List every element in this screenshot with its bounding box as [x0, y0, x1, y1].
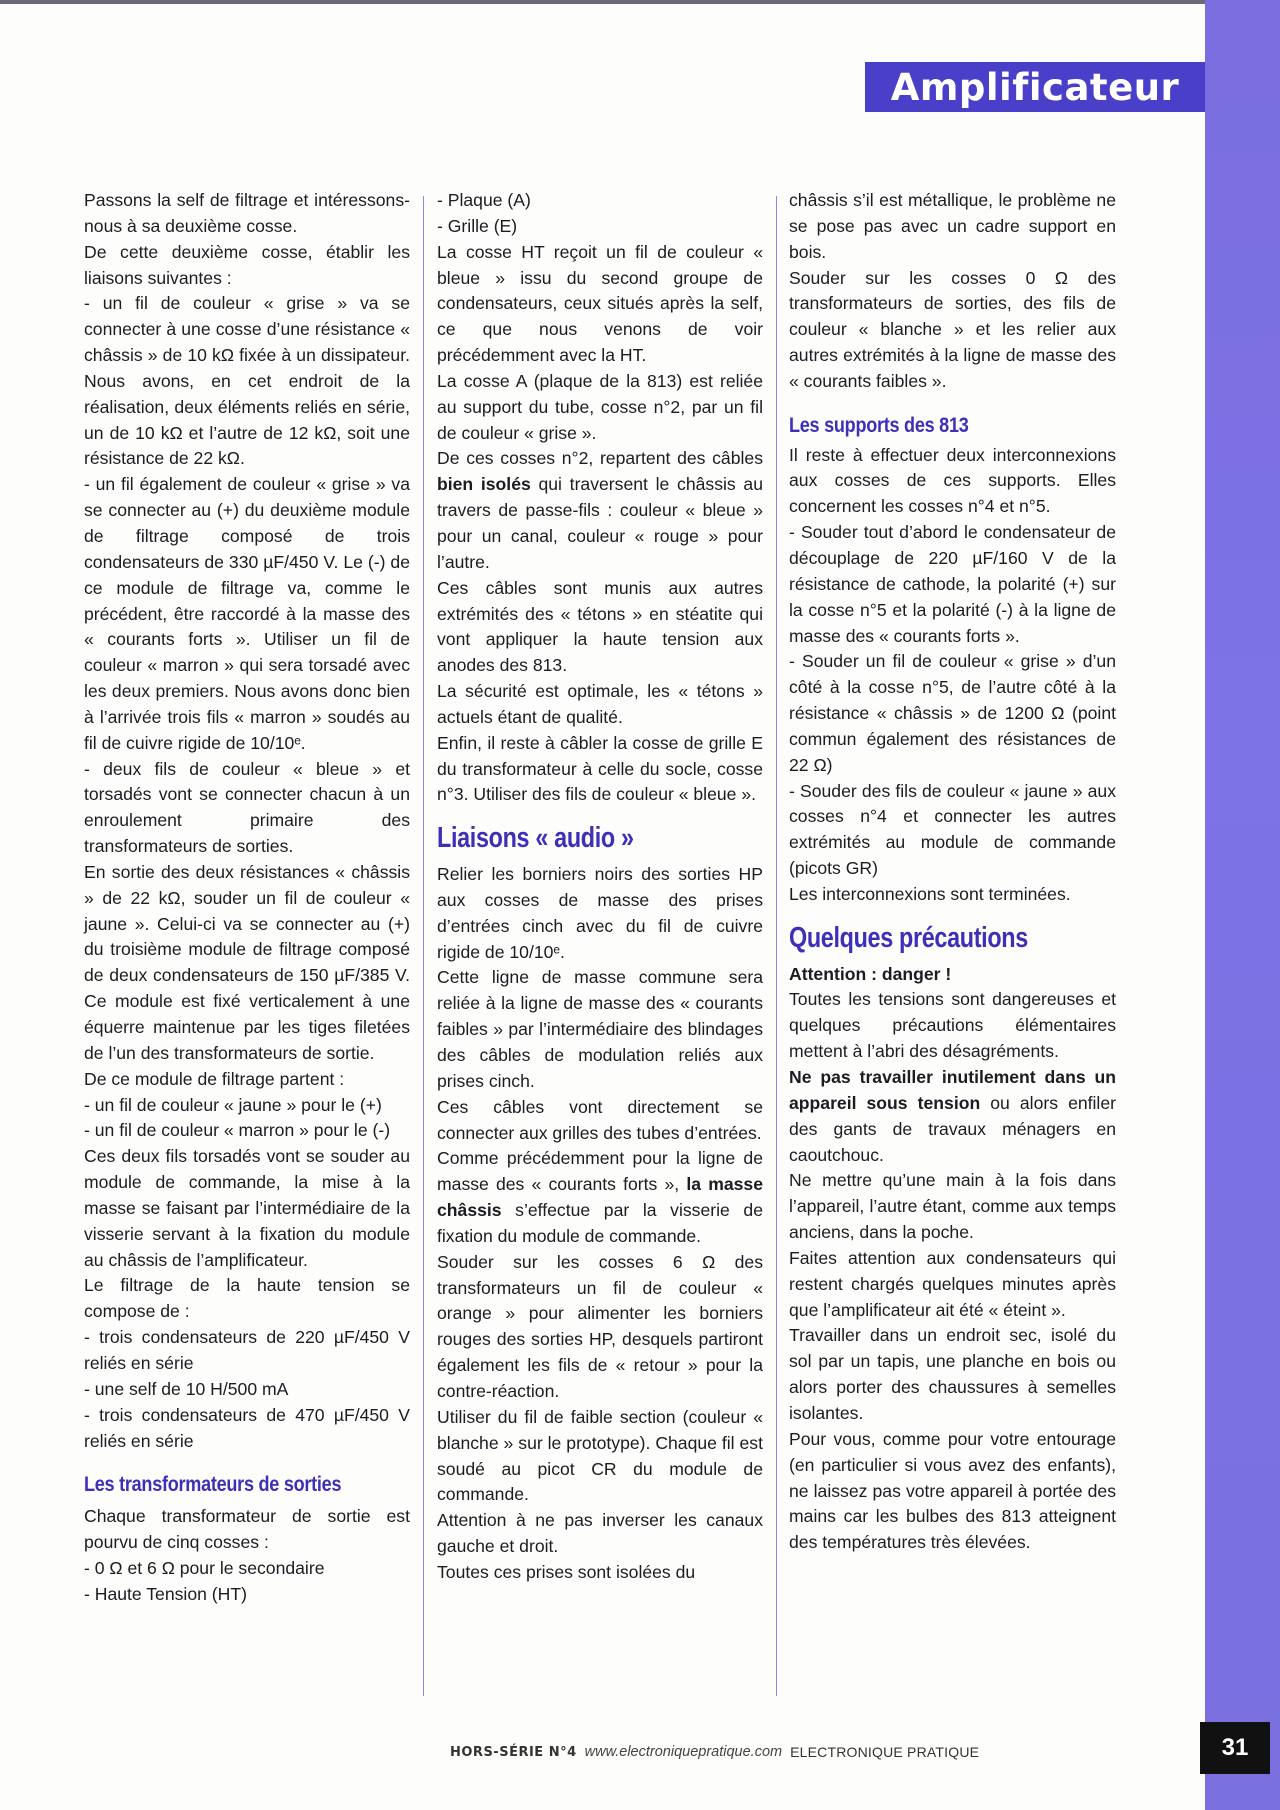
- column-divider: [776, 196, 777, 1696]
- section-heading: Liaisons « audio »: [437, 822, 634, 855]
- paragraph: La cosse A (plaque de la 813) est reliée au support du tube, cosse n°2, par un fil de couleur « grise ».: [437, 370, 763, 443]
- paragraph: - un fil de couleur « jaune » pour le (+): [84, 1094, 382, 1115]
- paragraph: Passons la self de filtrage et intéressons-nous à sa deuxième cosse.: [84, 190, 410, 236]
- text-run: qui traversent le châssis au travers de passe-fils : couleur « bleue » pour un canal, couleur « rouge » pour l’autre.: [437, 474, 763, 572]
- paragraph: Ces câbles sont munis aux autres extrémités des « tétons » en stéatite qui vont appliquer la haute tension aux anodes des 813.: [437, 577, 763, 676]
- paragraph: - un fil de couleur « marron » pour le (-): [84, 1120, 391, 1141]
- paragraph: [789, 962, 1116, 988]
- paragraph: Souder sur les cosses 0 Ω des transformateurs de sorties, des fils de couleur « blanche » et les relier aux autres extrémités à la ligne de masse des « courants faibles ».: [789, 267, 1116, 391]
- paragraph: - une self de 10 H/500 mA: [84, 1378, 289, 1399]
- paragraph: [437, 446, 763, 575]
- section-header: [865, 62, 1205, 112]
- paragraph: Les interconnexions sont terminées.: [789, 883, 1071, 904]
- section-heading: Les transformateurs de sorties: [84, 1473, 342, 1497]
- paragraph: Cette ligne de masse commune sera reliée à la ligne de masse des « courants faibles » par l’intermédiaire des blindages des câbles de modulation reliés aux prises cinch.: [437, 967, 763, 1091]
- paragraph: - deux fils de couleur « bleue » et torsadés vont se connecter chacun à un enroulement primaire des transformateurs de sorties.: [84, 758, 410, 857]
- top-border-line: [0, 0, 1205, 4]
- paragraph: - Plaque (A): [437, 190, 531, 210]
- column-divider: [423, 196, 424, 1696]
- paragraph: - Grille (E): [437, 215, 518, 236]
- paragraph: De ce module de filtrage partent :: [84, 1068, 345, 1089]
- side-color-band: [1205, 0, 1280, 1810]
- bold-text: bien isolés: [437, 474, 531, 495]
- paragraph: - trois condensateurs de 220 µF/450 V reliés en série: [84, 1327, 410, 1373]
- section-heading: Les supports des 813: [789, 413, 969, 437]
- paragraph: châssis s’il est métallique, le problème ne se pose pas avec un cadre support en bois.: [789, 190, 1116, 262]
- paragraph: La sécurité est optimale, les « tétons » actuels étant de qualité.: [437, 681, 763, 727]
- paragraph: De cette deuxième cosse, établir les liaisons suivantes :: [84, 241, 410, 288]
- paragraph: Travailler dans un endroit sec, isolé du sol par un tapis, une planche en bois ou alors porter des chaussures à semelles isolantes.: [789, 1325, 1116, 1423]
- page-number: [1200, 1722, 1270, 1774]
- paragraph: Faites attention aux condensateurs qui restent chargés quelques minutes après que l’amplificateur ait été « éteint ».: [789, 1247, 1116, 1320]
- paragraph: Relier les borniers noirs des sorties HP aux cosses de masse des prises d’entrées cinch avec du fil de cuivre rigide de 10/10ᵉ.: [437, 864, 763, 962]
- section-title: Amplificateur: [890, 65, 1180, 109]
- paragraph: - Souder tout d’abord le condensateur de découplage de 220 µF/160 V de la résistance de cathode, la polarité (+) sur la cosse n°5 et la polarité (-) à la ligne de masse des « courants forts ».: [789, 522, 1116, 646]
- paragraph: Enfin, il reste à câbler la cosse de grille E du transformateur à celle du socle, cosse n°3. Utiliser des fils de couleur « bleue ».: [437, 732, 763, 805]
- paragraph: - un fil de couleur « grise » va se connecter à une cosse d’une résistance « châssis » de 10 kΩ fixée à un dissipateur. Nous avons, en cet endroit de la réalisation, deux éléments reliés en série, un de 10 kΩ et l’autre de 12 kΩ, soit une résistance de 22 kΩ.: [84, 293, 410, 469]
- paragraph: Souder sur les cosses 6 Ω des transformateurs un fil de couleur « orange » pour alimenter les borniers rouges des sorties HP, desquels partiront également les fils de « retour » pour la contre-réaction.: [437, 1251, 763, 1401]
- paragraph: - un fil également de couleur « grise » va se connecter au (+) du deuxième module de filtrage composé de trois condensateurs de 330 µF/450 V. Le (-) de ce module de filtrage va, comme le précédent, être raccordé à la masse des « courants forts ». Utiliser un fil de couleur « marron » qui sera torsadé avec les deux premiers. Nous avons donc bien à l’arrivée trois fils « marron » soudés au fil de cuivre rigide de 10/10ᵉ.: [84, 474, 410, 753]
- footer-series: HORS-SÉRIE N°4: [450, 1744, 577, 1760]
- text-column-2: [437, 188, 763, 1586]
- paragraph: La cosse HT reçoit un fil de couleur « bleue » issu du second groupe de condensateurs, ceux situés après la self, ce que nous venons de voir précédemment avec la HT.: [437, 241, 763, 366]
- paragraph: - trois condensateurs de 470 µF/450 V reliés en série: [84, 1404, 410, 1451]
- text-column-3: [789, 188, 1116, 1556]
- bold-text: Ne pas travailler inutilement dans un appareil sous tension: [789, 1067, 1116, 1113]
- footer-magazine-name: ELECTRONIQUE PRATIQUE: [790, 1744, 980, 1760]
- paragraph: Ces deux fils torsadés vont se souder au module de commande, la mise à la masse se faisant par l’intermédiaire de la visserie servant à la fixation du module au châssis de l’amplificateur.: [84, 1146, 410, 1270]
- paragraph: - 0 Ω et 6 Ω pour le secondaire: [84, 1557, 325, 1578]
- text-run: Comme précédemment pour la ligne de masse des « courants forts »,: [437, 1148, 763, 1195]
- page-number-text: 31: [1221, 1734, 1249, 1761]
- paragraph: Ne mettre qu’une main à la fois dans l’appareil, l’autre étant, comme aux temps anciens, dans la poche.: [789, 1170, 1116, 1243]
- footer-website-link[interactable]: www.electroniquepratique.com: [584, 1744, 783, 1760]
- paragraph: Chaque transformateur de sortie est pourvu de cinq cosses :: [84, 1506, 410, 1553]
- paragraph: Le filtrage de la haute tension se compose de :: [84, 1275, 410, 1322]
- paragraph: - Haute Tension (HT): [84, 1583, 247, 1604]
- paragraph: Toutes ces prises sont isolées du: [437, 1561, 696, 1582]
- text-column-1: [84, 188, 410, 1608]
- paragraph: Attention à ne pas inverser les canaux gauche et droit.: [437, 1510, 763, 1557]
- text-run: ou alors enfiler des gants de travaux ménagers en caoutchouc.: [789, 1092, 1116, 1165]
- paragraph: - Souder des fils de couleur « jaune » aux cosses n°4 et connecter les autres extrémités au module de commande (picots GR): [789, 780, 1116, 879]
- text-run: s’effectue par la visserie de fixation du module de commande.: [437, 1200, 763, 1246]
- page-footer: [450, 1740, 1115, 1764]
- paragraph: Il reste à effectuer deux interconnexions aux cosses de ces supports. Elles concernent les cosses n°4 et n°5.: [789, 444, 1116, 517]
- bold-text: la masse châssis: [437, 1174, 763, 1221]
- paragraph: - Souder un fil de couleur « grise » d’un côté à la cosse n°5, de l’autre côté à la résistance « châssis » de 1200 Ω (point commun également des résistances de 22 Ω): [789, 651, 1116, 775]
- paragraph: [789, 1065, 1116, 1168]
- paragraph: Pour vous, comme pour votre entourage (en particulier si vous avez des enfants), ne laissez pas votre appareil à portée des mains car les bulbes des 813 atteignent des températures très élevées.: [789, 1428, 1116, 1553]
- paragraph: Utiliser du fil de faible section (couleur « blanche » sur le prototype). Chaque fil est soudé au picot CR du module de commande.: [437, 1406, 763, 1505]
- bold-text: Attention : danger !: [789, 963, 952, 984]
- paragraph: [437, 1146, 763, 1249]
- paragraph: Toutes les tensions sont dangereuses et quelques précautions élémentaires mettent à l’abri des désagréments.: [789, 989, 1116, 1062]
- section-heading: Quelques précautions: [789, 921, 1028, 954]
- paragraph: Ces câbles vont directement se connecter aux grilles des tubes d’entrées.: [437, 1096, 763, 1143]
- text-run: De ces cosses n°2, repartent des câbles: [437, 448, 763, 469]
- paragraph: En sortie des deux résistances « châssis » de 22 kΩ, souder un fil de couleur « jaune ». Celui-ci va se connecter au (+) du troisième module de filtrage composé de deux condensateurs de 150 µF/385 V. Ce module est fixé verticalement à une équerre maintenue par les tiges filetées de l’un des transformateurs de sortie.: [84, 861, 410, 1063]
